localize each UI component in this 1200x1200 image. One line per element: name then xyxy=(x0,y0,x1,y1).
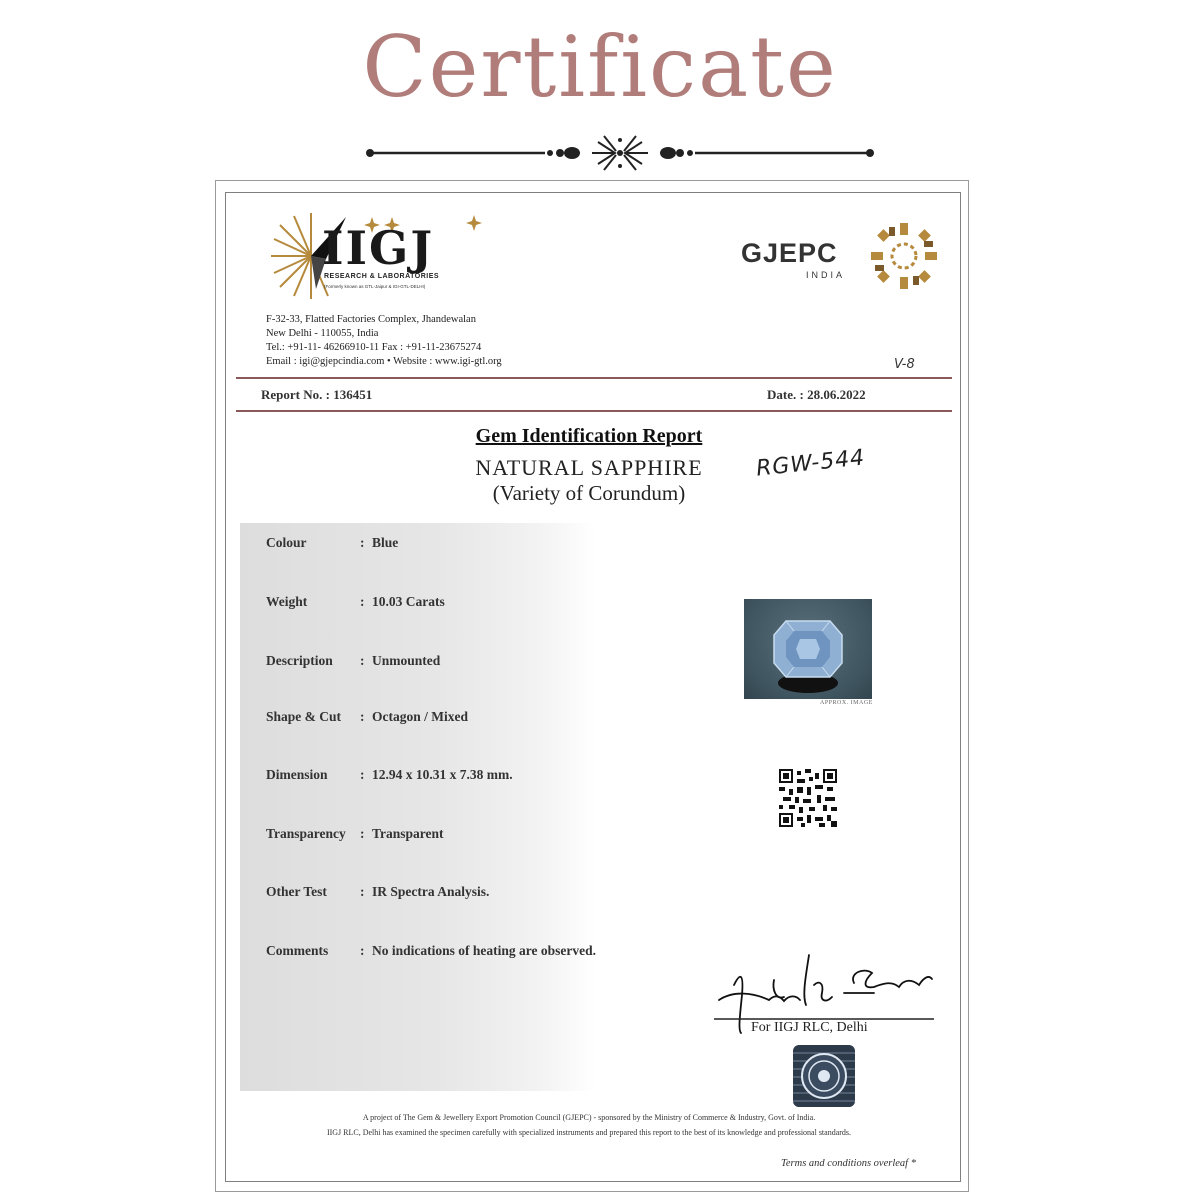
qr-code-icon xyxy=(779,769,837,827)
certificate-border xyxy=(225,192,961,1182)
footer-line: A project of The Gem & Jewellery Export Promotion Council (GJEPC) - sponsored by the Ministry of Commerce & Industry, Govt. of India. xyxy=(362,1113,816,1122)
detail-label: Shape & Cut xyxy=(266,709,342,724)
address-line: New Delhi - 110055, India xyxy=(266,328,379,339)
detail-row-transparency: Transparency : Transparent xyxy=(266,826,444,841)
detail-label: Comments xyxy=(266,943,329,958)
iigj-logo-text: IIGJ xyxy=(322,221,435,275)
report-number: Report No. : 136451 xyxy=(261,387,373,402)
gjepc-logo-subtitle: INDIA xyxy=(806,270,846,280)
detail-value: IR Spectra Analysis. xyxy=(372,884,490,899)
header-rule-top xyxy=(236,377,952,379)
gem-name: NATURAL SAPPHIRE xyxy=(475,455,703,480)
detail-label: Description xyxy=(266,653,333,668)
address-line: Email : igi@gjepcindia.com • Website : www.igi-gtl.org xyxy=(266,356,502,367)
detail-label: Other Test xyxy=(266,884,327,899)
detail-value: No indications of heating are observed. xyxy=(372,943,597,958)
detail-label: Weight xyxy=(266,594,308,609)
certificate-sheet xyxy=(215,180,969,1192)
detail-row-dimension: Dimension : 12.94 x 10.31 x 7.38 mm. xyxy=(266,767,513,782)
footer-note xyxy=(226,1110,952,1140)
terms-note: Terms and conditions overleaf * xyxy=(781,1158,916,1169)
sapphire-gem-icon xyxy=(744,599,872,699)
ornament-divider-icon xyxy=(360,128,880,178)
gem-photo xyxy=(744,599,872,699)
sparkle-small-icon xyxy=(466,215,482,231)
detail-label: Dimension xyxy=(266,767,328,782)
address-line: F-32-33, Flatted Factories Complex, Jhandewalan xyxy=(266,314,476,325)
detail-label: Colour xyxy=(266,535,307,550)
handwritten-note: V-8 xyxy=(894,357,915,372)
detail-value: Blue xyxy=(372,535,399,550)
handwritten-code: RGW-544 xyxy=(754,445,867,482)
detail-value: 10.03 Carats xyxy=(372,594,445,609)
iigj-logo-subtitle: RESEARCH & LABORATORIES xyxy=(324,273,440,280)
report-date: Date. : 28.06.2022 xyxy=(767,387,866,402)
detail-row-weight: Weight : 10.03 Carats xyxy=(266,594,445,609)
detail-row-colour: Colour : Blue xyxy=(266,535,399,550)
gjepc-logo-text: GJEPC xyxy=(741,238,838,268)
report-title: Gem Identification Report xyxy=(475,425,703,447)
detail-row-description: Description : Unmounted xyxy=(266,653,441,668)
photo-caption: APPROX. IMAGE xyxy=(820,700,873,706)
iigj-formerly-note: (Formerly known as GTL-Jaipur & IGI-GTL-DELHI) xyxy=(324,284,426,289)
issuer-address xyxy=(266,313,502,369)
igi-gtl-seal-icon xyxy=(793,1045,855,1107)
detail-row-shape-cut: Shape & Cut : Octagon / Mixed xyxy=(266,709,468,724)
footer-line: IIGJ RLC, Delhi has examined the specimen carefully with specialized instruments and prepared this report to the best of its knowledge and professional standards. xyxy=(326,1128,852,1137)
page-heading: Certificate xyxy=(362,18,838,116)
detail-label: Transparency xyxy=(266,826,346,841)
gjepc-emblem-icon xyxy=(869,221,939,291)
detail-value: Transparent xyxy=(372,826,444,841)
signatory-label: For IIGJ RLC, Delhi xyxy=(751,1020,868,1035)
detail-value: 12.94 x 10.31 x 7.38 mm. xyxy=(372,767,513,782)
detail-row-other-test: Other Test : IR Spectra Analysis. xyxy=(266,884,490,899)
detail-row-comments: Comments : No indications of heating are observed. xyxy=(266,943,597,958)
header-rule-bottom xyxy=(236,410,952,412)
detail-value: Unmounted xyxy=(372,653,441,668)
gem-variety: (Variety of Corundum) xyxy=(492,481,686,505)
address-line: Tel.: +91-11- 46266910-11 Fax : +91-11-23675274 xyxy=(266,342,482,353)
detail-value: Octagon / Mixed xyxy=(372,709,468,724)
